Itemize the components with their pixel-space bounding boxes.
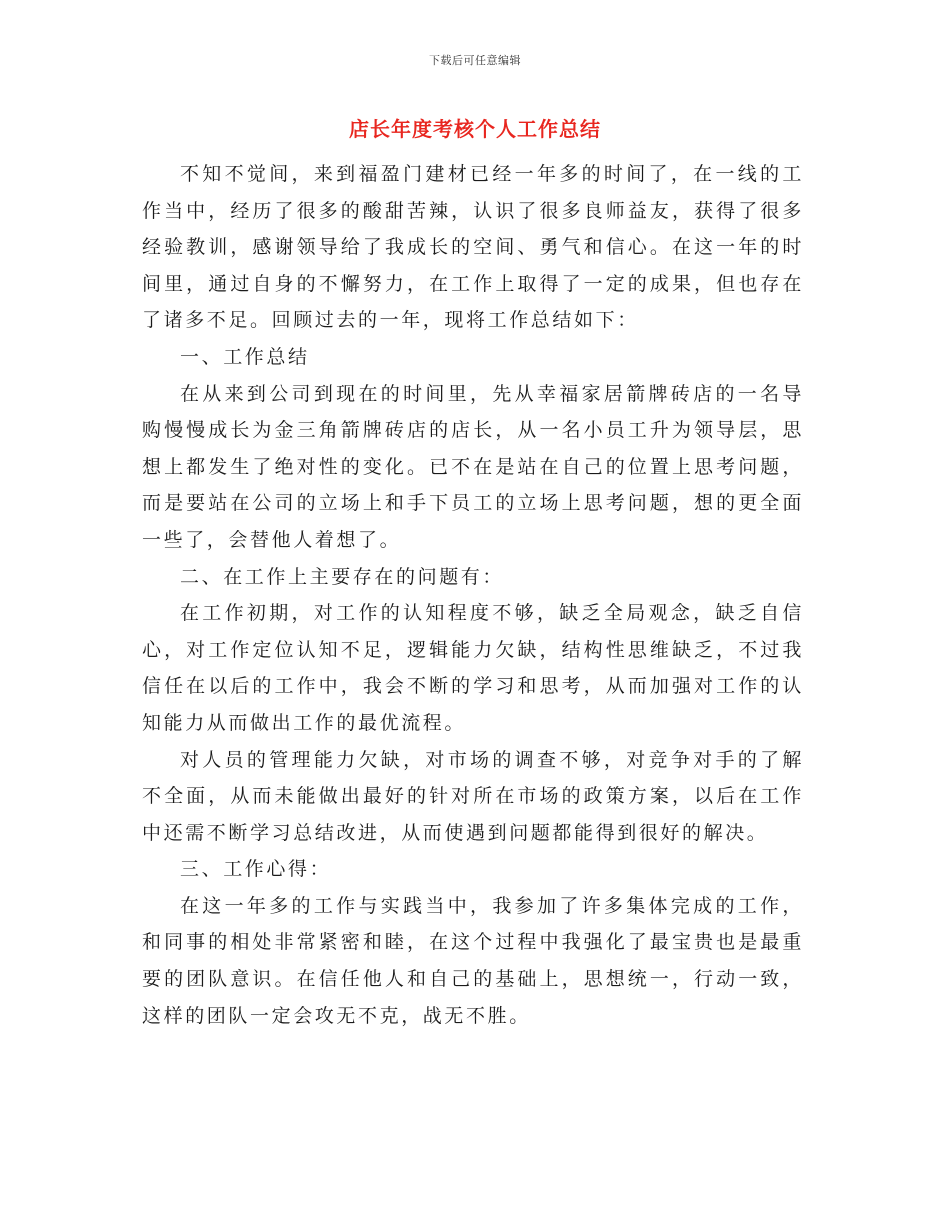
section-heading-insights: 三、工作心得：	[180, 858, 332, 881]
paragraph-insights: 在这一年多的工作与实践当中，我参加了许多集体完成的工作，和同事的相处非常紧密和睦，在这个过程中我强化了最宝贵也是最重要的团队意识。在信任他人和自己的基础上，思想统一，行动一致，这样的团队一定会攻无不克，战无不胜。	[142, 894, 804, 1027]
document-body	[142, 156, 804, 1034]
document-title: 店长年度考核个人工作总结	[349, 117, 601, 141]
paragraph-intro: 不知不觉间，来到福盈门建材已经一年多的时间了，在一线的工作当中，经历了很多的酸甜苦辣，认识了很多良师益友，获得了很多经验教训，感谢领导给了我成长的空间、勇气和信心。在这一年的时间里，通过自身的不懈努力，在工作上取得了一定的成果，但也存在了诸多不足。回顾过去的一年，现将工作总结如下：	[142, 163, 804, 332]
section-heading-work-summary: 一、工作总结	[180, 345, 310, 368]
paragraph-problems-1: 在工作初期，对工作的认知程度不够，缺乏全局观念，缺乏自信心，对工作定位认知不足，逻辑能力欠缺，结构性思维缺乏，不过我信任在以后的工作中，我会不断的学习和思考，从而加强对工作的认知能力从而做出工作的最优流程。	[142, 602, 804, 734]
header-note: 下载后可任意编辑	[429, 54, 521, 67]
paragraph-work-summary: 在从来到公司到现在的时间里，先从幸福家居箭牌砖店的一名导购慢慢成长为金三角箭牌砖店的店长，从一名小员工升为领导层，思想上都发生了绝对性的变化。已不在是站在自己的位置上思考问题，而是要站在公司的立场上和手下员工的立场上思考问题，想的更全面一些了，会替他人着想了。	[142, 382, 804, 551]
section-heading-problems: 二、在工作上主要存在的问题有：	[180, 565, 505, 588]
paragraph-problems-2: 对人员的管理能力欠缺，对市场的调查不够，对竞争对手的了解不全面，从而未能做出最好的针对所在市场的政策方案，以后在工作中还需不断学习总结改进，从而使遇到问题都能得到很好的解决。	[142, 748, 804, 844]
